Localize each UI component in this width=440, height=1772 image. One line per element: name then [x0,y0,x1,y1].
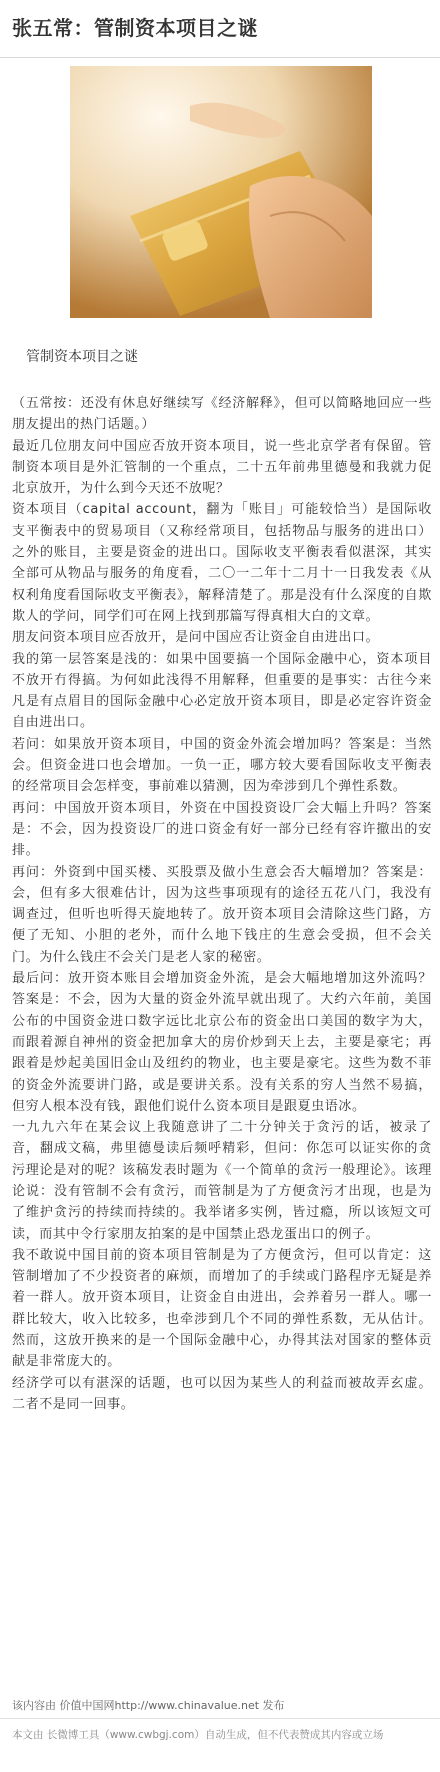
card-hand-illustration [70,66,372,318]
paragraph: 若问：如果放开资本项目，中国的资金外流会增加吗？答案是：当然会。但资金进口也会增加。一负一正，哪方较大要看国际收支平衡表的经常项目会怎样变，事前难以猜测，因为牵涉到几个弹性系数。 [12,736,432,795]
paragraph: 我不敢说中国目前的资本项目管制是为了方便贪污，但可以肯定：这管制增加了不少投资者的麻烦，而增加了的手续或门路程序无疑是养着一群人。放开资本项目，让资金自由进出，会养着另一群人。哪一群比较大，收入比较多，也牵涉到几个不同的弹性系数，无从估计。然而，这放开换来的是一个国际金融中心，办得其法对国家的整体贡献是非常庞大的。 [12,1247,432,1370]
hero-photo-card-hand [70,66,372,318]
header [0,0,440,58]
paragraph: 最近几位朋友问中国应否放开资本项目，说一些北京学者有保留。管制资本项目是外汇管制的一个重点，二十五年前弗里德曼和我就力促北京放开，为什么到今天还不放呢？ [12,438,432,497]
source-note: 该内容由 价值中国网http://www.chinavalue.net 发布 [12,1699,285,1712]
paragraph: 资本项目（capital account，翻为「账目」可能较恰当）是国际收支平衡表中的贸易项目（又称经常项目，包括物品与服务的进出口）之外的账目，主要是资金的进出口。国际收支平衡表看似湛深，其实全部可从物品与服务的角度看，二〇一二年十二月十一日我发表《从权利角度看国际收支平衡表》，解释清楚了。那是没有什么深度的自欺欺人的学问，同学们可在网上找到那篇写得真相大白的文章。 [12,502,432,624]
hero-image-area [0,58,440,326]
paragraph: （五常按：还没有休息好继续写《经济解释》，但可以简略地回应一些朋友提出的热门话题。） [12,396,432,433]
paragraph: 我的第一层答案是浅的：如果中国要搞一个国际金融中心，资本项目不放开冇得搞。为何如此浅得不用解释，但重要的是事实：古往今来凡是有点眉目的国际金融中心必定放开资本项目，即是必定容许资金自由进出口。 [12,651,432,731]
paragraph: 经济学可以有湛深的话题，也可以因为某些人的利益而被故弄玄虚。二者不是同一回事。 [12,1375,432,1412]
paragraph: 朋友问资本项目应否放开，是问中国应否让资金自由进出口。 [12,630,380,646]
article-content [0,346,440,1415]
page-title: 张五常：管制资本项目之谜 [12,16,258,40]
paragraph: 最后问：放开资本账目会增加资金外流，是会大幅地增加这外流吗？答案是：不会，因为大量的资金外流早就出现了。大约六年前，美国公布的中国资金进口数字远比北京公布的资金出口美国的数字为大，而跟着源自神州的资金把加拿大的房价炒到天上去，主要是豪宅；再跟着是炒起美国旧金山及纽约的物业，也主要是豪宅。这些为数不菲的资金外流要讲门路，或是要讲关系。没有关系的穷人当然不易搞，但穷人根本没有钱，跟他们说什么资本项目是跟夏虫语冰。 [12,971,432,1114]
article-body [12,393,432,1415]
paragraph: 再问：外资到中国买楼、买股票及做小生意会否大幅增加？答案是：会，但有多大很难估计，因为这些事项现有的途径五花八门，我没有调查过，但听也听得天旋地转了。放开资本项目会清除这些门路，方便了无知、小胆的老外，而什么地下钱庄的生意会受损，但不会关门。为什么钱庄不会关门是老人家的秘密。 [12,864,432,965]
paragraph: 一九九六年在某会议上我随意讲了二十分钟关于贪污的话，被录了音，翻成文稿，弗里德曼读后频呼精彩，但问：你怎可以证实你的贪污理论是对的呢？该稿发表时题为《一个简单的贪污一般理论》。该理论说：没有管制不会有贪污，而管制是为了方便贪污才出现，也是为了维护贪污的持续而持续的。我举诸多实例，皆过瘾，所以该短文可读，而其中令行家朋友拍案的是中国禁止恐龙蛋出口的例子。 [12,1120,432,1242]
article-subtitle: 管制资本项目之谜 [26,349,138,365]
generator-footer: 本文由 长微博工具（www.cwbgj.com）自动生成，但不代表赞成其内容或立场 [0,1718,440,1772]
paragraph: 再问：中国放开资本项目，外资在中国投资设厂会大幅上升吗？答案是：不会，因为投资设厂的进口资金有好一部分已经有容许撤出的安排。 [12,800,432,859]
